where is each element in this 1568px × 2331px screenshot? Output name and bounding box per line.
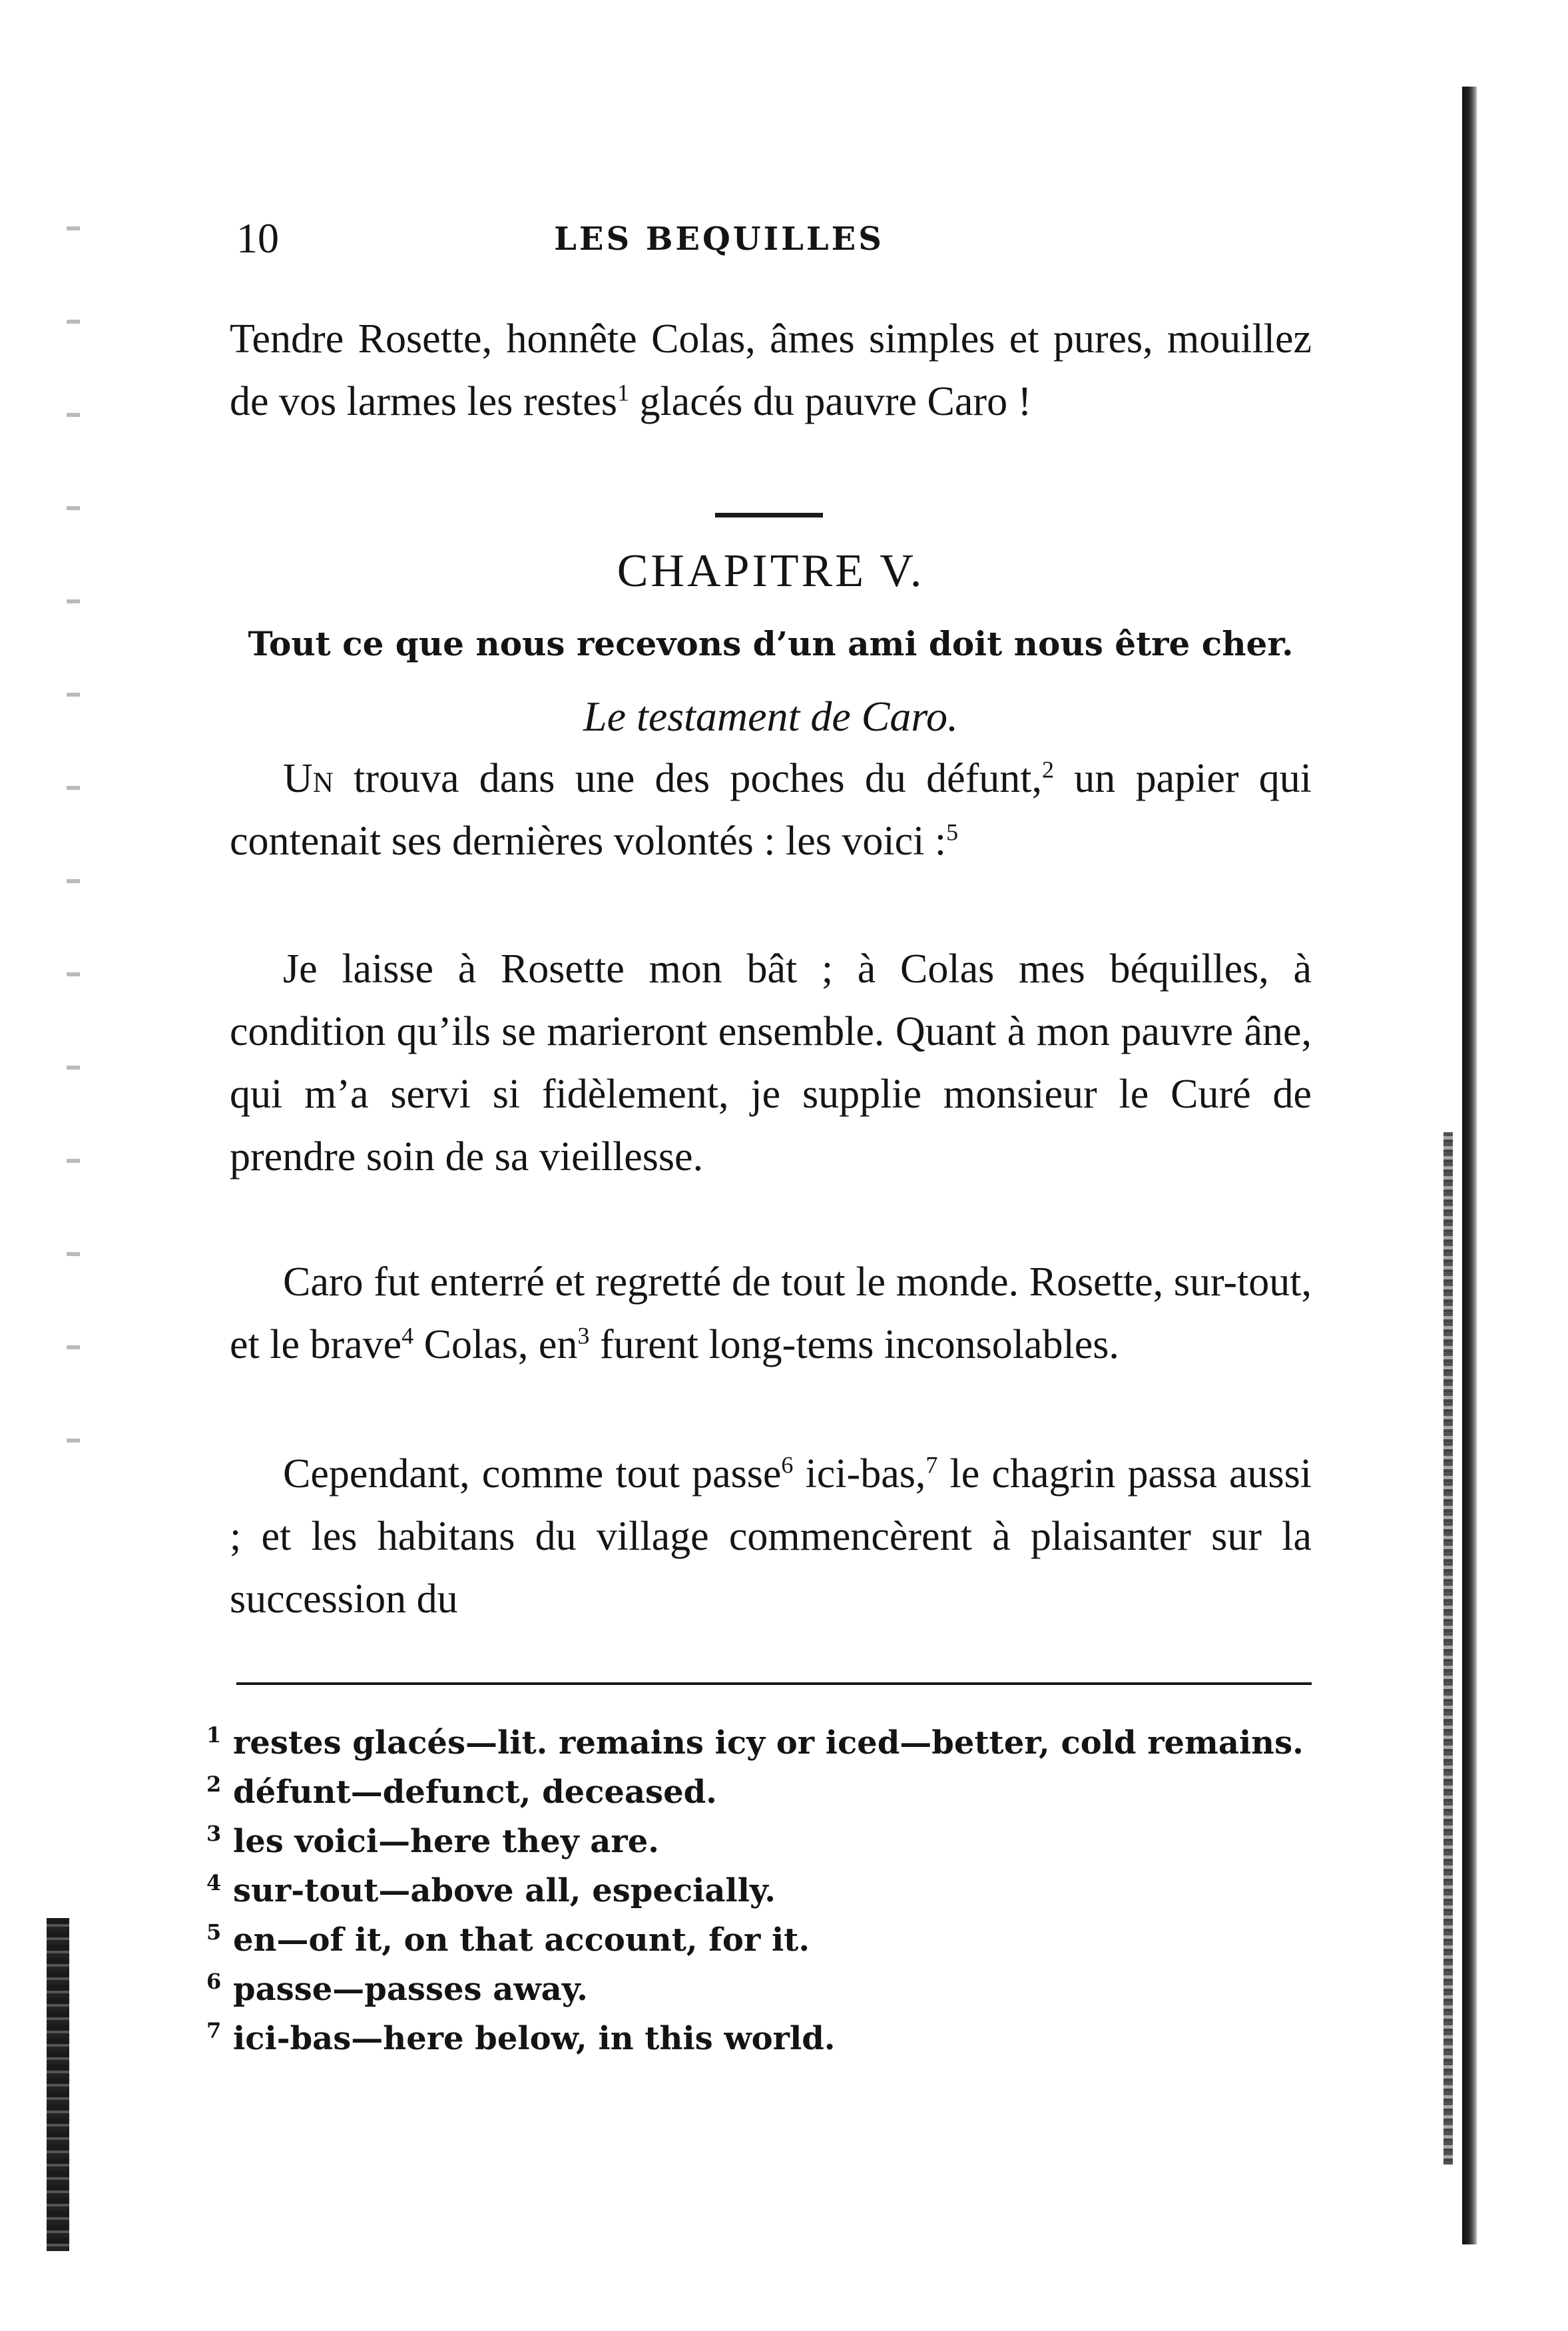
footnotes-list — [206, 1718, 1312, 2063]
footnote-ref: 5 — [946, 819, 959, 846]
opening-text-1: Tendre Rosette, honnête Colas, âmes simples et pures, mouillez de vos larmes les restes — [230, 316, 1312, 424]
footnote-3: 3 les voici—here they are. — [206, 1821, 659, 1860]
running-head — [236, 212, 1312, 265]
footnote-text: ici-bas—here below, in this world. — [233, 2020, 836, 2057]
opening-text-2: glacés du pauvre Caro ! — [629, 379, 1032, 424]
footnote-ref: 2 — [1042, 756, 1055, 783]
paragraph-3 — [230, 1251, 1312, 1376]
footnote-6: 6 passe—passes away. — [206, 1969, 588, 2008]
paragraph-4-text-2: ici-bas, — [793, 1451, 926, 1497]
paragraph-1 — [230, 747, 1312, 872]
footnote-divider — [236, 1682, 1312, 1685]
footnote-text: restes glacés—lit. remains icy or iced—better, cold remains. — [233, 1724, 1304, 1762]
paragraph-3-text-2: Colas, en — [413, 1322, 578, 1367]
chapter-subtitle: Le testament de Caro. — [583, 693, 958, 740]
footnote-text: en—of it, on that account, for it. — [233, 1921, 810, 1959]
binding-shadow-right — [1462, 87, 1477, 2244]
paragraph-1-text-2: un papier qui contenait ses dernières volontés : les voici : — [230, 756, 1312, 864]
opening-paragraph — [230, 308, 1312, 433]
footnote-ref: 7 — [925, 1451, 938, 1479]
binding-edge-right — [1443, 1132, 1453, 2164]
chapter-motto: Tout ce que nous recevons d’un ami doit nous être cher. — [248, 624, 1294, 663]
section-divider — [715, 513, 823, 517]
footnote-7: 7 ici-bas—here below, in this world. — [206, 2018, 836, 2057]
footnote-4: 4 sur-tout—above all, especially. — [206, 1870, 776, 1909]
footnote-text: sur-tout—above all, especially. — [233, 1872, 776, 1909]
paragraph-4 — [230, 1443, 1312, 1630]
footnote-text: défunt—defunct, deceased. — [233, 1774, 717, 1811]
footnote-1: 1 restes glacés—lit. remains icy or iced—better, cold remains. — [206, 1722, 1304, 1762]
chapter-title: CHAPITRE V. — [617, 545, 925, 597]
footnote-text: passe—passes away. — [233, 1971, 588, 2008]
footnote-2: 2 défunt—defunct, deceased. — [206, 1772, 717, 1811]
footnote-ref: 4 — [401, 1322, 414, 1349]
paragraph-2: Je laisse à Rosette mon bât ; à Colas mes béquilles, à condition qu’ils se marieront ensemble. Quant à mon pauvre âne, qui m’a servi si fidèlement, je supplie monsieur le Curé de prendre soin de sa vieillesse. — [230, 946, 1312, 1179]
paragraph-1-text-1: trouva dans une des poches du défunt, — [333, 756, 1043, 801]
paragraph-4-text-1: Cependant, comme tout passe — [283, 1451, 782, 1497]
footnote-text: les voici—here they are. — [233, 1823, 659, 1860]
footnote-ref: 1 — [617, 379, 629, 406]
footnote-ref: 3 — [577, 1322, 590, 1349]
footnote-ref: 6 — [781, 1451, 794, 1479]
paragraph-4-text-3: le chagrin passa aussi ; et les habitans du village commencèrent à plaisanter sur la succession du — [230, 1451, 1312, 1622]
page-number: 10 — [236, 214, 279, 262]
binding-shadow-left — [47, 1918, 69, 2251]
paragraph-1-dropword: Un — [283, 756, 334, 801]
paragraph-3-text-3: furent long-tems inconsolables. — [589, 1322, 1119, 1367]
footnote-5: 5 en—of it, on that account, for it. — [206, 1919, 810, 1959]
paragraph-3-text-1: Caro fut enterré et regretté de tout le monde. Rosette, sur-tout, et le brave — [230, 1259, 1312, 1367]
scan-specks — [67, 186, 80, 1518]
running-title: LES BEQUILLES — [554, 220, 884, 258]
